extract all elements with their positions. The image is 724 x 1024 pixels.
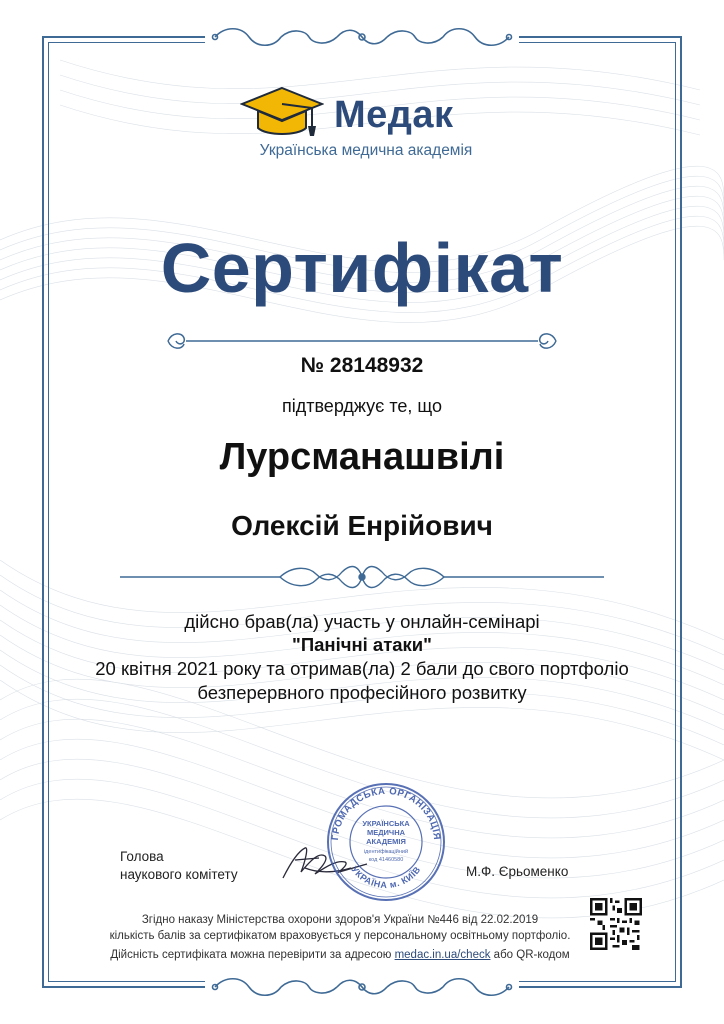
order-note: Згідно наказу Міністерства охорони здоров'я України №446 від 22.02.2019: [141, 914, 539, 926]
development-text: безперервного професійного розвитку: [197, 682, 527, 703]
top-ornament: [205, 24, 519, 50]
svg-text:УКРАЇНА м. КИЇВ: [349, 864, 422, 890]
verify-suffix: або QR-кодом: [493, 949, 570, 961]
graduation-cap-icon: [240, 84, 324, 142]
stamp-inner-line-5: код 41460580: [368, 857, 404, 863]
verify-prefix: Дійсність сертифіката можна перевірити за адресою: [110, 949, 392, 961]
certificate-number: № 28148932: [300, 354, 424, 377]
brand-subtitle: Українська медична академія: [259, 142, 473, 159]
round-stamp: [324, 780, 448, 904]
confirms-text: підтверджує те, що: [281, 396, 443, 416]
medak-logo: [236, 84, 496, 170]
verify-note: [60, 947, 620, 964]
position-line-2: наукового комітету: [120, 867, 238, 882]
stamp-outer-top: ГРОМАДСЬКА ОРГАНІЗАЦІЯ: [329, 785, 443, 841]
bottom-ornament: [205, 974, 519, 1000]
recipient-surname: Лурсманашвілі: [219, 436, 505, 478]
stamp-outer-bottom: УКРАЇНА м. КИЇВ: [349, 864, 423, 891]
participation-text: дійсно брав(ла) участь у онлайн-семінарі: [184, 611, 540, 632]
title-divider: [162, 326, 562, 356]
certificate-title: Сертифікат: [160, 229, 564, 307]
stamp-inner-line-2: МЕДИЧНА: [366, 828, 406, 837]
stamp-inner-line-1: УКРАЇНСЬКА: [362, 819, 410, 828]
seminar-title: "Панічні атаки": [292, 634, 432, 655]
points-note: кількість балів за сертифікатом враховується у персональному освітньому портфоліо.: [109, 930, 571, 942]
qr-code-icon[interactable]: [590, 898, 642, 950]
date-points-text: 20 квітня 2021 року та отримав(ла) 2 бали до свого портфоліо: [95, 658, 629, 679]
stamp-inner-line-4: ідентифікаційний: [363, 849, 409, 855]
verify-link[interactable]: medac.in.ua/check: [394, 949, 491, 961]
signatory-position: [120, 848, 238, 884]
brand-name: Медак: [334, 94, 454, 136]
position-line-1: Голова: [120, 849, 164, 864]
name-divider: [120, 560, 604, 594]
stamp-inner-line-3: АКАДЕМІЯ: [366, 837, 406, 846]
signatory-name: М.Ф. Єрьоменко: [466, 864, 569, 879]
recipient-given-name: Олексій Енрійович: [231, 510, 493, 541]
